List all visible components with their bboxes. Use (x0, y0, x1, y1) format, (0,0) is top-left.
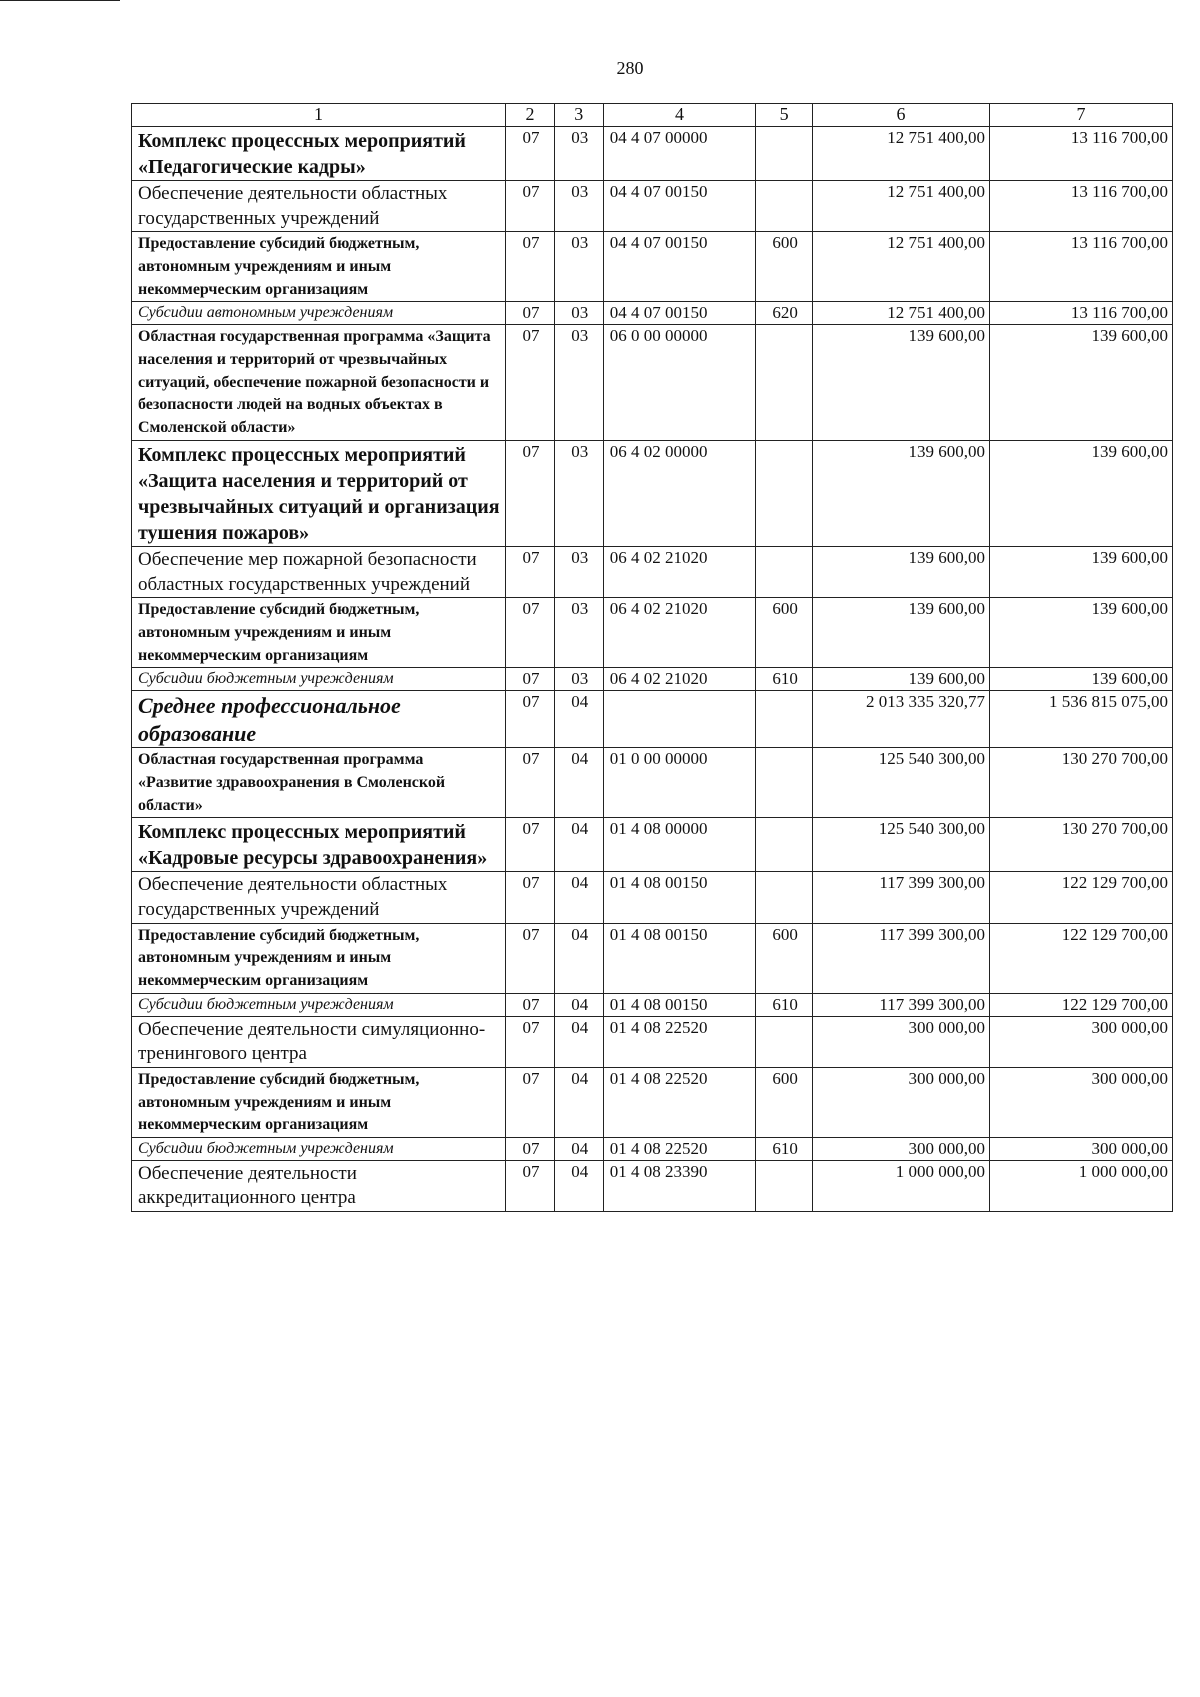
amount-year1-cell: 300 000,00 (813, 1138, 990, 1161)
target-article-cell: 04 4 07 00150 (603, 180, 755, 231)
table-row (132, 748, 1173, 818)
row-name-cell: Комплекс процессных мероприятий «Защита населения и территорий от чрезвычайных ситуаций и организация тушения пожаров» (132, 440, 506, 546)
table-row (132, 232, 1173, 302)
section-code-cell: 07 (506, 126, 555, 180)
amount-year2-cell: 13 116 700,00 (989, 302, 1172, 325)
subsection-code-cell: 04 (554, 691, 603, 748)
amount-year1-cell: 125 540 300,00 (813, 818, 990, 872)
amount-year1-cell: 139 600,00 (813, 546, 990, 597)
amount-year2-cell: 130 270 700,00 (989, 748, 1172, 818)
section-code-cell: 07 (506, 302, 555, 325)
subsection-code-cell: 04 (554, 818, 603, 872)
row-name-cell: Предоставление субсидий бюджетным, автономным учреждениям и иным некоммерческим организациям (132, 232, 506, 302)
expense-type-cell (756, 126, 813, 180)
table-row (132, 180, 1173, 231)
table-row (132, 818, 1173, 872)
target-article-cell: 06 4 02 21020 (603, 668, 755, 691)
expense-type-cell (756, 440, 813, 546)
section-code-cell: 07 (506, 748, 555, 818)
table-row (132, 1016, 1173, 1067)
target-article-cell: 01 4 08 22520 (603, 1016, 755, 1067)
page-number: 280 (616, 58, 644, 78)
amount-year2-cell: 300 000,00 (989, 1138, 1172, 1161)
column-header: 2 (506, 104, 555, 127)
amount-year1-cell: 125 540 300,00 (813, 748, 990, 818)
target-article-cell: 04 4 07 00150 (603, 302, 755, 325)
section-code-cell: 07 (506, 691, 555, 748)
target-article-cell: 01 4 08 22520 (603, 1067, 755, 1137)
target-article-cell: 04 4 07 00150 (603, 232, 755, 302)
row-name-cell: Обеспечение деятельности симуляционно-тренингового центра (132, 1016, 506, 1067)
target-article-cell: 06 4 02 21020 (603, 546, 755, 597)
expense-type-cell: 610 (756, 668, 813, 691)
row-name-cell: Предоставление субсидий бюджетным, автономным учреждениям и иным некоммерческим организациям (132, 598, 506, 668)
row-name-cell: Обеспечение деятельности областных государственных учреждений (132, 872, 506, 923)
target-article-cell: 01 4 08 00000 (603, 818, 755, 872)
subsection-code-cell: 04 (554, 1138, 603, 1161)
table-row (132, 440, 1173, 546)
expense-type-cell: 620 (756, 302, 813, 325)
amount-year1-cell: 139 600,00 (813, 668, 990, 691)
row-name-cell: Субсидии бюджетным учреждениям (132, 1138, 506, 1161)
section-code-cell: 07 (506, 440, 555, 546)
row-name-cell: Комплекс процессных мероприятий «Кадровые ресурсы здравоохранения» (132, 818, 506, 872)
table-row (132, 598, 1173, 668)
row-name-cell: Обеспечение деятельности областных государственных учреждений (132, 180, 506, 231)
section-code-cell: 07 (506, 598, 555, 668)
table-row (132, 691, 1173, 748)
table-body (132, 126, 1173, 1211)
amount-year1-cell: 300 000,00 (813, 1016, 990, 1067)
subsection-code-cell: 03 (554, 440, 603, 546)
column-header: 4 (603, 104, 755, 127)
table-row (132, 923, 1173, 993)
section-code-cell: 07 (506, 1160, 555, 1211)
amount-year1-cell: 139 600,00 (813, 325, 990, 441)
subsection-code-cell: 04 (554, 872, 603, 923)
expense-type-cell (756, 1160, 813, 1211)
amount-year2-cell: 1 536 815 075,00 (989, 691, 1172, 748)
subsection-code-cell: 03 (554, 325, 603, 441)
amount-year1-cell: 12 751 400,00 (813, 232, 990, 302)
subsection-code-cell: 03 (554, 546, 603, 597)
expense-type-cell (756, 180, 813, 231)
amount-year2-cell: 139 600,00 (989, 325, 1172, 441)
expense-type-cell (756, 691, 813, 748)
amount-year1-cell: 12 751 400,00 (813, 180, 990, 231)
table-row (132, 126, 1173, 180)
row-name-cell: Субсидии автономным учреждениям (132, 302, 506, 325)
section-code-cell: 07 (506, 180, 555, 231)
amount-year1-cell: 139 600,00 (813, 440, 990, 546)
amount-year2-cell: 13 116 700,00 (989, 232, 1172, 302)
target-article-cell: 06 4 02 00000 (603, 440, 755, 546)
row-name-cell: Комплекс процессных мероприятий «Педагогические кадры» (132, 126, 506, 180)
expense-type-cell (756, 325, 813, 441)
amount-year2-cell: 139 600,00 (989, 668, 1172, 691)
table-row (132, 325, 1173, 441)
amount-year1-cell: 12 751 400,00 (813, 302, 990, 325)
expense-type-cell: 600 (756, 232, 813, 302)
amount-year2-cell: 122 129 700,00 (989, 993, 1172, 1016)
section-code-cell: 07 (506, 923, 555, 993)
table-row (132, 1067, 1173, 1137)
column-header: 6 (813, 104, 990, 127)
row-name-cell: Субсидии бюджетным учреждениям (132, 668, 506, 691)
subsection-code-cell: 03 (554, 126, 603, 180)
target-article-cell: 06 4 02 21020 (603, 598, 755, 668)
expense-type-cell: 610 (756, 1138, 813, 1161)
subsection-code-cell: 04 (554, 923, 603, 993)
row-name-cell: Областная государственная программа «Развитие здравоохранения в Смоленской области» (132, 748, 506, 818)
target-article-cell: 01 0 00 00000 (603, 748, 755, 818)
table-row (132, 993, 1173, 1016)
table-row (132, 1138, 1173, 1161)
amount-year2-cell: 300 000,00 (989, 1016, 1172, 1067)
table-row (132, 302, 1173, 325)
column-header: 3 (554, 104, 603, 127)
expense-type-cell (756, 546, 813, 597)
subsection-code-cell: 03 (554, 302, 603, 325)
subsection-code-cell: 03 (554, 668, 603, 691)
table-row (132, 668, 1173, 691)
amount-year1-cell: 1 000 000,00 (813, 1160, 990, 1211)
amount-year2-cell: 139 600,00 (989, 440, 1172, 546)
subsection-code-cell: 04 (554, 1160, 603, 1211)
expense-type-cell (756, 1016, 813, 1067)
table-header-row (132, 104, 1173, 127)
amount-year1-cell: 300 000,00 (813, 1067, 990, 1137)
amount-year1-cell: 2 013 335 320,77 (813, 691, 990, 748)
section-code-cell: 07 (506, 872, 555, 923)
row-name-cell: Обеспечение деятельности аккредитационного центра (132, 1160, 506, 1211)
amount-year2-cell: 139 600,00 (989, 546, 1172, 597)
subsection-code-cell: 04 (554, 748, 603, 818)
expense-type-cell: 600 (756, 598, 813, 668)
subsection-code-cell: 04 (554, 1067, 603, 1137)
amount-year1-cell: 117 399 300,00 (813, 923, 990, 993)
amount-year1-cell: 117 399 300,00 (813, 993, 990, 1016)
expense-type-cell (756, 818, 813, 872)
row-name-cell: Предоставление субсидий бюджетным, автономным учреждениям и иным некоммерческим организациям (132, 1067, 506, 1137)
column-header: 7 (989, 104, 1172, 127)
section-code-cell: 07 (506, 546, 555, 597)
row-name-cell: Областная государственная программа «Защита населения и территорий от чрезвычайных ситуаций, обеспечение пожарной безопасности и безопасности людей на водных объектах в Смоленской области» (132, 325, 506, 441)
expense-type-cell: 610 (756, 993, 813, 1016)
section-code-cell: 07 (506, 1067, 555, 1137)
amount-year2-cell: 1 000 000,00 (989, 1160, 1172, 1211)
amount-year1-cell: 117 399 300,00 (813, 872, 990, 923)
target-article-cell: 06 0 00 00000 (603, 325, 755, 441)
row-name-cell: Обеспечение мер пожарной безопасности областных государственных учреждений (132, 546, 506, 597)
amount-year2-cell: 130 270 700,00 (989, 818, 1172, 872)
target-article-cell (603, 691, 755, 748)
amount-year1-cell: 139 600,00 (813, 598, 990, 668)
column-header: 1 (132, 104, 506, 127)
subsection-code-cell: 03 (554, 232, 603, 302)
section-code-cell: 07 (506, 668, 555, 691)
amount-year2-cell: 300 000,00 (989, 1067, 1172, 1137)
target-article-cell: 01 4 08 00150 (603, 923, 755, 993)
amount-year1-cell: 12 751 400,00 (813, 126, 990, 180)
expense-type-cell (756, 748, 813, 818)
scan-border-line (0, 0, 120, 1)
expense-type-cell (756, 872, 813, 923)
table-row (132, 546, 1173, 597)
section-code-cell: 07 (506, 1138, 555, 1161)
row-name-cell: Субсидии бюджетным учреждениям (132, 993, 506, 1016)
expense-type-cell: 600 (756, 923, 813, 993)
section-code-cell: 07 (506, 1016, 555, 1067)
row-name-cell: Среднее профессиональное образование (132, 691, 506, 748)
target-article-cell: 01 4 08 23390 (603, 1160, 755, 1211)
target-article-cell: 01 4 08 00150 (603, 872, 755, 923)
amount-year2-cell: 122 129 700,00 (989, 872, 1172, 923)
column-header: 5 (756, 104, 813, 127)
section-code-cell: 07 (506, 232, 555, 302)
target-article-cell: 01 4 08 22520 (603, 1138, 755, 1161)
amount-year2-cell: 122 129 700,00 (989, 923, 1172, 993)
table-row (132, 872, 1173, 923)
subsection-code-cell: 03 (554, 598, 603, 668)
table-row (132, 1160, 1173, 1211)
row-name-cell: Предоставление субсидий бюджетным, автономным учреждениям и иным некоммерческим организациям (132, 923, 506, 993)
subsection-code-cell: 03 (554, 180, 603, 231)
section-code-cell: 07 (506, 325, 555, 441)
section-code-cell: 07 (506, 993, 555, 1016)
amount-year2-cell: 13 116 700,00 (989, 126, 1172, 180)
target-article-cell: 04 4 07 00000 (603, 126, 755, 180)
expense-type-cell: 600 (756, 1067, 813, 1137)
amount-year2-cell: 13 116 700,00 (989, 180, 1172, 231)
budget-table (131, 103, 1173, 1212)
target-article-cell: 01 4 08 00150 (603, 993, 755, 1016)
amount-year2-cell: 139 600,00 (989, 598, 1172, 668)
section-code-cell: 07 (506, 818, 555, 872)
subsection-code-cell: 04 (554, 1016, 603, 1067)
subsection-code-cell: 04 (554, 993, 603, 1016)
